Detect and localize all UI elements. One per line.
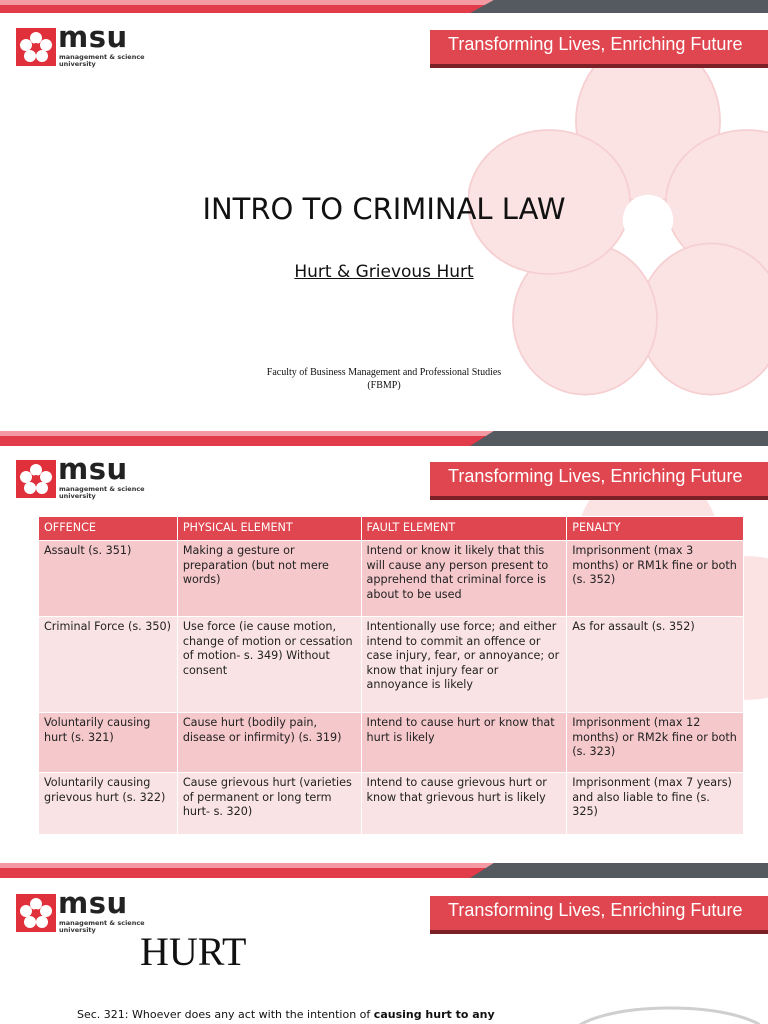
header-penalty: PENALTY bbox=[567, 517, 744, 541]
table-row bbox=[39, 617, 744, 713]
table-header-row bbox=[39, 517, 744, 541]
faculty-line-2: (FBMP) bbox=[367, 380, 401, 391]
tagline-banner bbox=[430, 30, 768, 64]
slide-separator bbox=[0, 418, 768, 446]
table-row bbox=[39, 773, 744, 835]
logo-subtext: management & science university bbox=[59, 53, 145, 68]
msu-logo bbox=[16, 886, 145, 936]
section-321-text bbox=[77, 1008, 495, 1021]
logo-text: msu bbox=[58, 886, 128, 920]
hurt-heading: HURT bbox=[140, 929, 247, 974]
table-cell: Cause hurt (bodily pain, disease or infirmity) (s. 319) bbox=[177, 713, 361, 773]
header-fault-element: FAULT ELEMENT bbox=[361, 517, 567, 541]
slide-title bbox=[0, 0, 768, 418]
table-row bbox=[39, 713, 744, 773]
table-cell: Intend or know it likely that this will cause any person present to apprehend that criminal force is about to be used bbox=[361, 541, 567, 617]
slide-separator bbox=[0, 850, 768, 878]
section-text-bold: causing hurt to any bbox=[373, 1008, 495, 1021]
top-band bbox=[0, 0, 768, 13]
table-cell: Imprisonment (max 7 years) and also liable to fine (s. 325) bbox=[567, 773, 744, 835]
logo-text: msu bbox=[58, 452, 128, 486]
header-physical-element: PHYSICAL ELEMENT bbox=[177, 517, 361, 541]
logo-subtext: management & science university bbox=[59, 485, 145, 500]
slide-title-text: INTRO TO CRIMINAL LAW bbox=[202, 192, 566, 226]
tagline-text: Transforming Lives, Enriching Future bbox=[448, 34, 743, 54]
slide-subtitle: Hurt & Grievous Hurt bbox=[294, 262, 474, 282]
section-text: Sec. 321: Whoever does any act with the intention of bbox=[77, 1008, 374, 1021]
faculty-text bbox=[0, 366, 768, 392]
msu-flower-logo-icon bbox=[16, 28, 56, 66]
slide-offences-table bbox=[0, 446, 768, 850]
msu-flower-logo-icon bbox=[16, 894, 56, 932]
table-cell: Making a gesture or preparation (but not mere words) bbox=[177, 541, 361, 617]
table-cell: Criminal Force (s. 350) bbox=[39, 617, 178, 713]
tagline-banner bbox=[430, 896, 768, 930]
msu-flower-logo-icon bbox=[16, 460, 56, 498]
table-cell: Cause grievous hurt (varieties of permanent or long term hurt- s. 320) bbox=[177, 773, 361, 835]
table-row bbox=[39, 541, 744, 617]
logo-text: msu bbox=[58, 20, 128, 54]
hibiscus-decoration-icon bbox=[560, 994, 760, 1024]
table-cell: Use force (ie cause motion, change of motion or cessation of motion- s. 349) Without consent bbox=[177, 617, 361, 713]
table-cell: As for assault (s. 352) bbox=[567, 617, 744, 713]
logo-subtext: management & science university bbox=[59, 919, 145, 934]
table-cell: Imprisonment (max 12 months) or RM2k fine or both (s. 323) bbox=[567, 713, 744, 773]
offences-table bbox=[38, 516, 744, 835]
table-cell: Intentionally use force; and either intend to commit an offence or case injury, fear, or annoyance; or know that injury fear or annoyance is likely bbox=[361, 617, 567, 713]
tagline-banner bbox=[430, 462, 768, 496]
slide-hurt bbox=[0, 878, 768, 1024]
faculty-line-1: Faculty of Business Management and Professional Studies bbox=[266, 367, 502, 378]
table-cell: Voluntarily causing grievous hurt (s. 322) bbox=[39, 773, 178, 835]
table-cell: Imprisonment (max 3 months) or RM1k fine or both (s. 352) bbox=[567, 541, 744, 617]
table-cell: Voluntarily causing hurt (s. 321) bbox=[39, 713, 178, 773]
msu-logo bbox=[16, 452, 145, 502]
tagline-text: Transforming Lives, Enriching Future bbox=[448, 466, 743, 486]
tagline-text: Transforming Lives, Enriching Future bbox=[448, 900, 743, 920]
table-cell: Assault (s. 351) bbox=[39, 541, 178, 617]
table-cell: Intend to cause hurt or know that hurt is likely bbox=[361, 713, 567, 773]
header-offence: OFFENCE bbox=[39, 517, 178, 541]
table-cell: Intend to cause grievous hurt or know that grievous hurt is likely bbox=[361, 773, 567, 835]
msu-logo bbox=[16, 20, 145, 70]
